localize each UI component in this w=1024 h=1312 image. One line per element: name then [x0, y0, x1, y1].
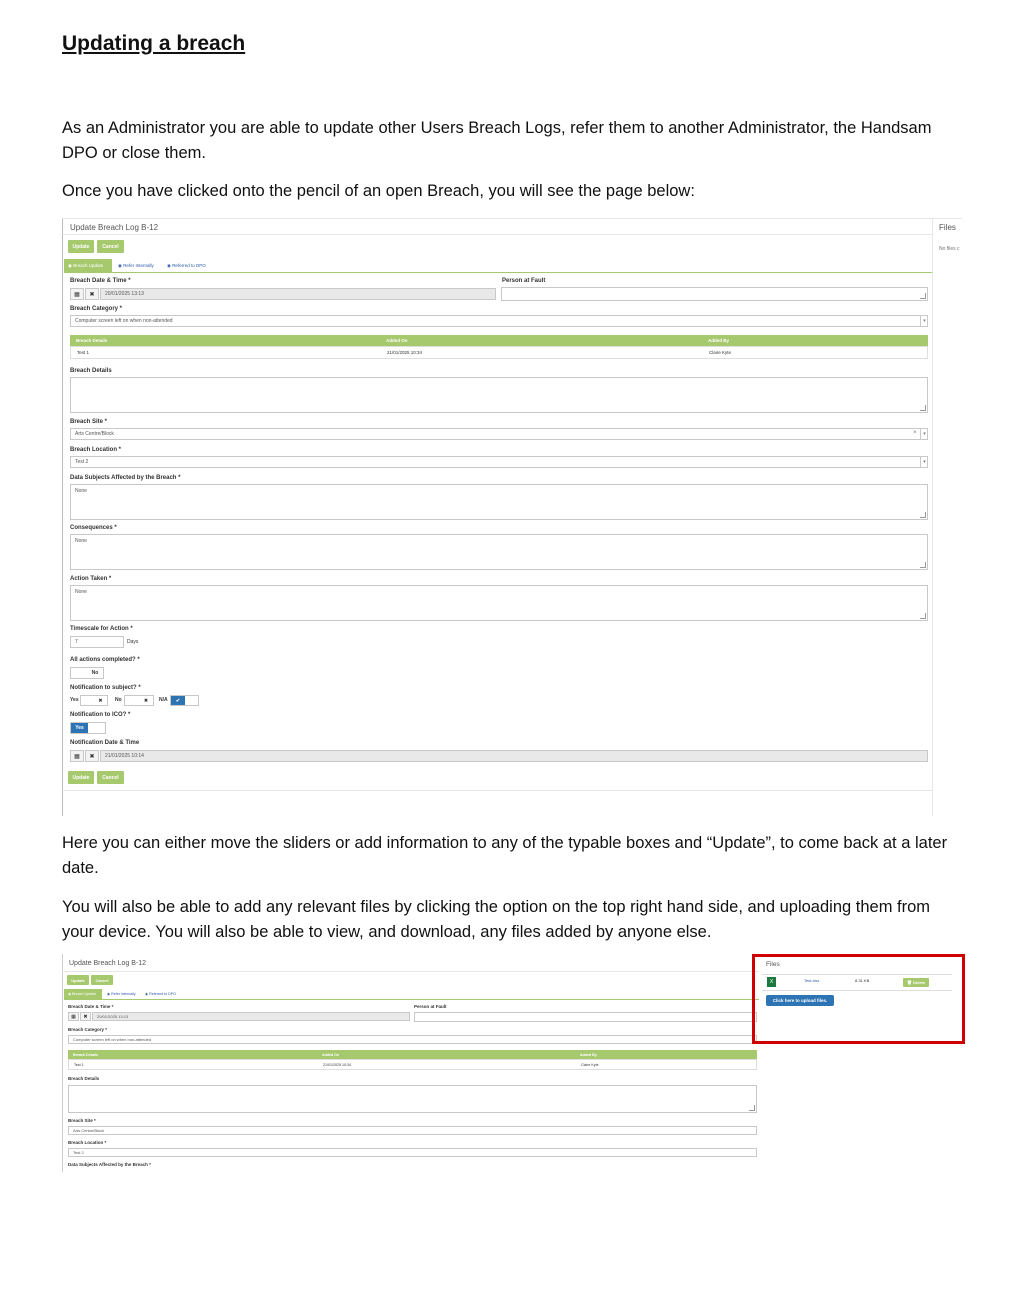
file-size: 8.31 KB [855, 978, 870, 983]
breach-details-input[interactable] [68, 1085, 757, 1113]
files-paragraph: You will also be able to add any relevant files by clicking the option on the top right hand side, and uploading them from your device. You will also be able to view, and download, any files added by anyone else. [62, 898, 931, 941]
file-name-link[interactable]: Test.xlsx [804, 978, 820, 983]
tab-refer-internally[interactable]: ◉ Refer Internally [107, 992, 136, 996]
files-title: Files [939, 223, 956, 232]
screenshot-update-form [62, 218, 962, 816]
no-files-text: No files c [939, 246, 960, 252]
delete-label: Delete [913, 980, 926, 985]
subject-no-toggle[interactable] [124, 695, 154, 706]
calendar-icon[interactable]: ▦ [70, 750, 84, 762]
data-subjects-label: Data Subjects Affected by the Breach * [68, 1162, 151, 1167]
clear-site-icon[interactable]: × [913, 430, 917, 436]
notification-ico-toggle[interactable] [70, 722, 106, 734]
table-header [68, 1050, 757, 1059]
row-details: Test 1 [77, 350, 90, 355]
breach-date-input[interactable]: 20/01/2025 13:13 [100, 288, 496, 300]
no-label: No [115, 697, 122, 703]
toggle-no: No [87, 668, 103, 678]
intro-paragraph: As an Administrator you are able to update other Users Breach Logs, refer them to another Administrator, the Handsam DPO or close them. [62, 119, 932, 162]
person-fault-input[interactable] [501, 287, 928, 301]
person-fault-label: Person at Fault [502, 278, 546, 284]
col-added-on: Added On [386, 338, 408, 343]
upload-files-button[interactable]: Click here to upload files. [766, 995, 834, 1006]
timescale-label: Timescale for Action * [70, 626, 133, 632]
tab-referred-dpo[interactable]: ◉ Referred to DPO [145, 992, 176, 996]
tab-refer-internally-label: Refer Internally [123, 263, 154, 268]
row-added-on: 21/01/2025 10:34 [387, 350, 423, 355]
calendar-icon[interactable]: ▦ [70, 288, 84, 300]
na-label: N/A [159, 697, 168, 703]
check-icon: ✔ [171, 696, 185, 705]
breach-location-select[interactable]: Test 2 [70, 456, 928, 468]
subject-na-toggle[interactable] [170, 695, 199, 706]
timescale-input[interactable]: 7 [70, 636, 124, 648]
person-fault-input[interactable] [414, 1012, 757, 1022]
cancel-button-top[interactable]: Cancel [97, 240, 124, 253]
notification-datetime-label: Notification Date & Time [70, 740, 140, 746]
table-row[interactable] [70, 346, 928, 359]
actions-completed-label: All actions completed? * [70, 657, 140, 663]
breach-date-input[interactable]: 20/01/2025 13:13 [92, 1012, 410, 1021]
breach-location-select[interactable]: Test 2 [68, 1148, 757, 1157]
actions-completed-toggle[interactable] [70, 667, 104, 679]
tab-breach-update[interactable]: ◉ Breach Update [64, 989, 102, 999]
row-added-by: Claire Kyte [709, 350, 732, 355]
breach-category-label: Breach Category * [70, 306, 123, 312]
consequences-label: Consequences * [70, 525, 117, 531]
delete-file-button[interactable]: 🗑 Delete [903, 978, 929, 987]
sliders-paragraph: Here you can either move the sliders or add information to any of the typable boxes and “Update”, to come back at a later date. [62, 834, 948, 877]
tab-referred-dpo[interactable]: ◉ Referred to DPO [167, 262, 206, 268]
breach-location-label: Breach Location * [68, 1140, 107, 1145]
breach-site-select[interactable]: Arts Centre/Block [68, 1126, 757, 1135]
chevron-down-icon[interactable]: ▾ [920, 315, 928, 327]
page-title: Updating a breach [62, 32, 246, 55]
toggle-yes: Yes [71, 723, 88, 733]
close-icon: ✖ [94, 696, 107, 705]
subject-yes-toggle[interactable] [80, 695, 108, 706]
files-title: Files [766, 961, 780, 968]
breach-location-label: Breach Location * [70, 447, 122, 453]
chevron-down-icon[interactable]: ▾ [920, 456, 928, 468]
col-breach-details: Breach Details [76, 338, 108, 343]
update-button-top[interactable]: Update [68, 240, 94, 253]
highlight-box [752, 954, 965, 1044]
breach-details-label: Breach Details [68, 1076, 100, 1081]
action-taken-label: Action Taken * [70, 576, 112, 582]
breach-details-input[interactable] [70, 377, 928, 413]
calendar-icon[interactable]: ▦ [68, 1012, 79, 1021]
close-icon: ✖ [139, 696, 153, 705]
excel-file-icon: X [767, 977, 776, 987]
update-button-bottom[interactable]: Update [68, 771, 94, 784]
breach-category-label: Breach Category * [68, 1027, 108, 1032]
cancel-button-bottom[interactable]: Cancel [97, 771, 124, 784]
days-label: Days [127, 639, 139, 645]
row-added-by: Claire Kyte [581, 1062, 599, 1067]
tab-breach-update-label: Breach Update [73, 263, 104, 268]
form-title: Update Breach Log B-12 [69, 960, 147, 967]
col-added-by: Added By [580, 1052, 597, 1057]
breach-site-label: Breach Site * [70, 419, 108, 425]
table-row[interactable] [68, 1059, 757, 1070]
clear-date-icon[interactable]: ✖ [85, 750, 99, 762]
col-added-by: Added By [708, 338, 730, 343]
chevron-down-icon[interactable]: ▾ [920, 428, 928, 440]
tab-referred-dpo-label: Referred to DPO [149, 992, 176, 996]
breach-date-label: Breach Date & Time * [68, 1004, 114, 1009]
pencil-paragraph: Once you have clicked onto the pencil of an open Breach, you will see the page below: [62, 182, 695, 200]
row-added-on: 21/01/2025 10:34 [323, 1062, 351, 1067]
breach-date-label: Breach Date & Time * [70, 278, 131, 284]
clear-date-icon[interactable]: ✖ [80, 1012, 91, 1021]
action-taken-input[interactable]: None [70, 585, 928, 621]
data-subjects-input[interactable]: None [70, 484, 928, 520]
col-added-on: Added On [322, 1052, 340, 1057]
breach-category-select[interactable]: Computer screen left on when non-attended [70, 315, 928, 327]
update-button-top[interactable]: Update [67, 975, 89, 985]
row-details: Test 1 [74, 1062, 84, 1067]
data-subjects-label: Data Subjects Affected by the Breach * [70, 475, 181, 481]
person-fault-label: Person at Fault [414, 1004, 447, 1009]
notification-ico-label: Notification to ICO? * [70, 712, 131, 718]
tab-breach-update[interactable]: ◉ Breach Update [64, 259, 112, 272]
yes-label: Yes [70, 697, 79, 703]
cancel-button-top[interactable]: Cancel [91, 975, 113, 985]
notification-subject-label: Notification to subject? * [70, 685, 141, 691]
breach-site-label: Breach Site * [68, 1118, 96, 1123]
tab-refer-internally-label: Refer Internally [111, 992, 136, 996]
tab-refer-internally[interactable]: ◉ Refer Internally [118, 262, 154, 268]
tab-breach-update-label: Breach Update [72, 992, 97, 996]
breach-category-select[interactable]: Computer screen left on when non-attended [68, 1035, 757, 1044]
col-breach-details: Breach Details [73, 1052, 98, 1057]
consequences-input[interactable]: None [70, 534, 928, 570]
breach-details-label: Breach Details [70, 368, 112, 374]
notification-datetime-input[interactable]: 21/01/2025 10:14 [100, 750, 928, 762]
breach-site-select[interactable]: Arts Centre/Block [70, 428, 928, 440]
clear-date-icon[interactable]: ✖ [85, 288, 99, 300]
table-header [70, 335, 928, 346]
form-title: Update Breach Log B-12 [70, 223, 159, 232]
tab-referred-dpo-label: Referred to DPO [172, 263, 206, 268]
